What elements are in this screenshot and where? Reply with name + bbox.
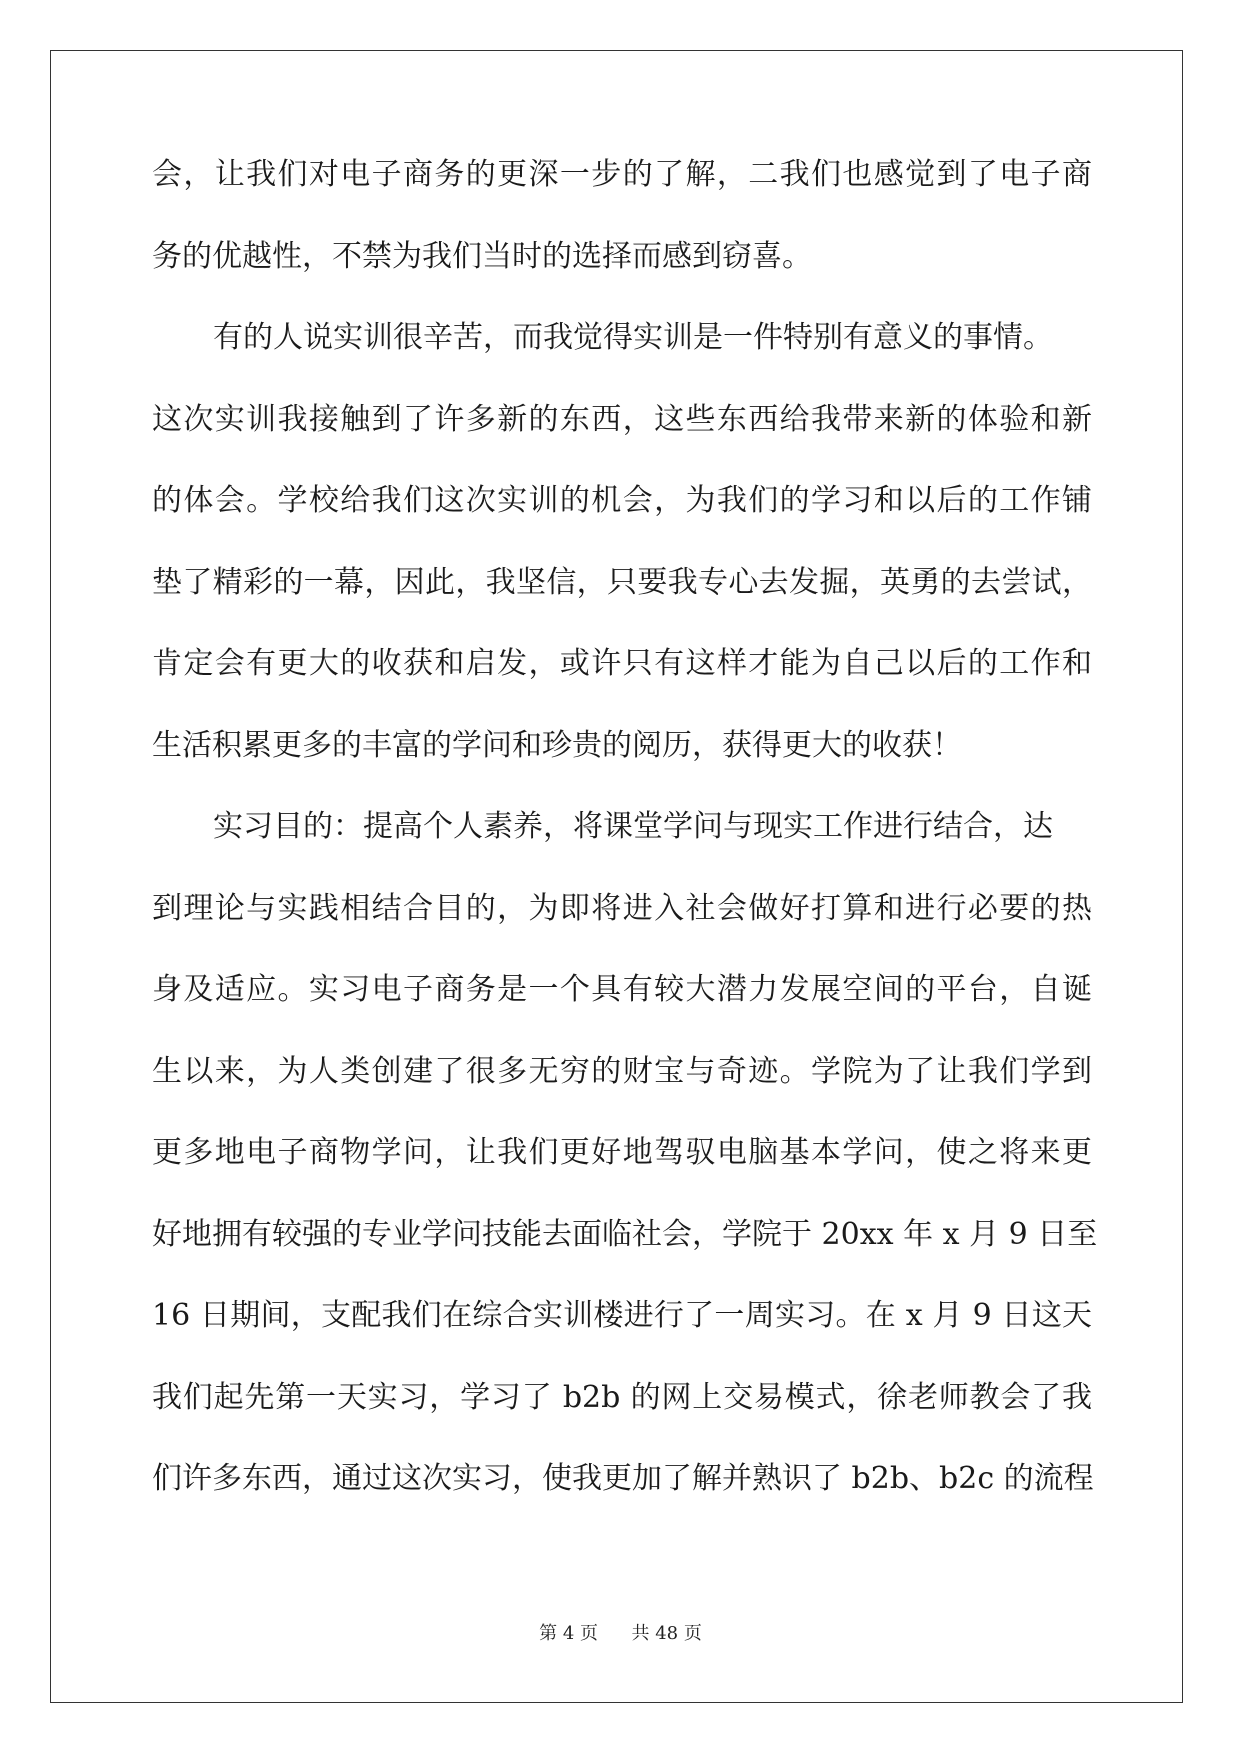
document-body [152,157,1098,1546]
text-line: 务的优越性，不禁为我们当时的选择而感到窃喜。 [152,238,812,274]
text-line: 垫了精彩的一幕，因此，我坚信，只要我专心去发掘，英勇的去尝试， [152,564,1092,600]
text-line: 生以来，为人类创建了很多无穷的财宝与奇迹。学院为了让我们学到 [152,1053,1092,1089]
page-total: 共 48 页 [631,1623,702,1644]
text-line: 肯定会有更大的收获和启发，或许只有这样才能为自己以后的工作和 [152,646,1092,681]
text-line: 身及适应。实习电子商务是一个具有较大潜力发展空间的平台，自诞 [152,972,1092,1007]
text-line: 生活积累更多的丰富的学问和珍贵的阅历，获得更大的收获！ [152,727,962,763]
text-line: 会，让我们对电子商务的更深一步的了解，二我们也感觉到了电子商 [152,157,1092,192]
text-line: 的体会。学校给我们这次实训的机会，为我们的学习和以后的工作铺 [152,483,1092,518]
text-line: 实习目的：提高个人素养，将课堂学问与现实工作进行结合，达 [213,809,1053,844]
text-line: 好地拥有较强的专业学问技能去面临社会，学院于 20xx 年 x 月 9 日至 [152,1216,1098,1252]
text-line: 有的人说实训很辛苦，而我觉得实训是一件特别有意义的事情。 [213,320,1053,355]
text-line: 更多地电子商物学问，让我们更好地驾驭电脑基本学问，使之将来更 [152,1135,1092,1170]
page-number: 第 4 页 [539,1623,599,1644]
text-line: 们许多东西，通过这次实习，使我更加了解并熟识了 b2b、b2c 的流程 [152,1461,1094,1496]
text-line: 16 日期间，支配我们在综合实训楼进行了一周实习。在 x 月 9 日这天 [152,1298,1092,1333]
text-line: 到理论与实践相结合目的，为即将进入社会做好打算和进行必要的热 [152,890,1092,926]
text-line: 我们起先第一天实习，学习了 b2b 的网上交易模式，徐老师教会了我 [152,1379,1092,1415]
text-line: 这次实训我接触到了许多新的东西，这些东西给我带来新的体验和新 [152,401,1092,437]
page-footer [0,1619,1241,1645]
